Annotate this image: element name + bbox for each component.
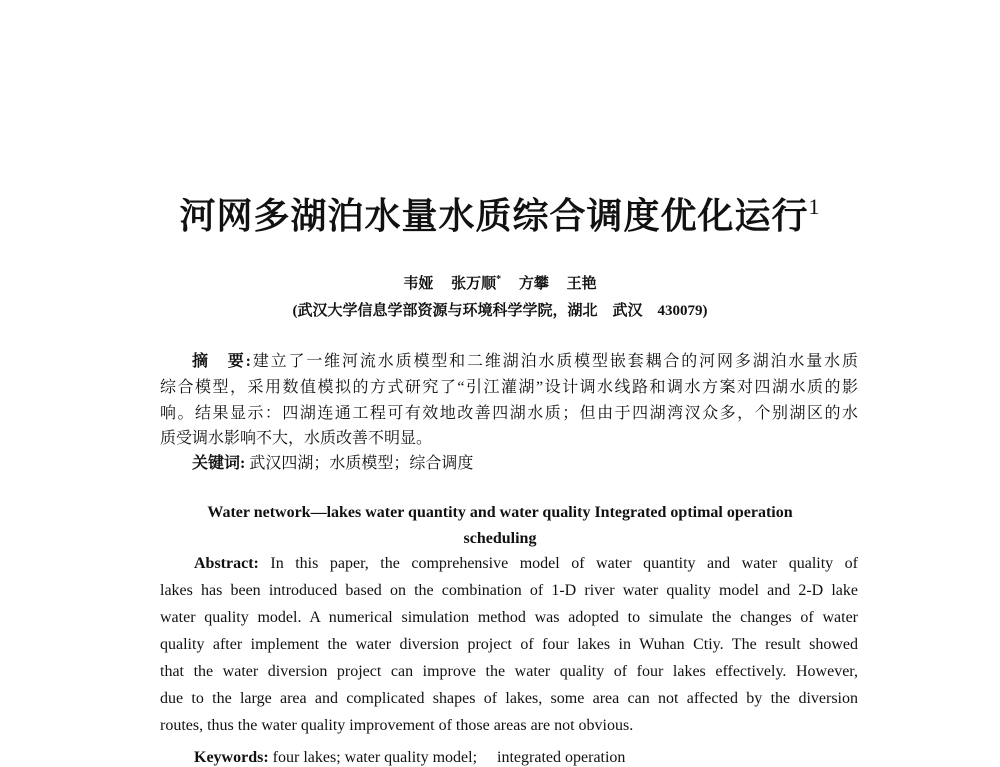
- english-title-line: scheduling: [463, 530, 537, 547]
- title-text: 河网多湖泊水量水质综合调度优化运行: [179, 196, 809, 236]
- author: 方攀: [518, 276, 549, 292]
- author: 韦娅: [403, 276, 434, 292]
- english-title-line: Water network—lakes water quantity and water quality Integrated optimal operation: [207, 504, 793, 521]
- en-abstract-line: lakes has been introduced based on the combination of 1-D river water quality model and 2-D lake: [160, 582, 858, 599]
- en-keywords-label: Keywords:: [194, 749, 269, 766]
- affiliation: (武汉大学信息学部资源与环境科学学院，湖北 武汉 430079): [292, 303, 708, 319]
- cn-abstract-line: 响。结果显示：四湖连通工程可有效地改善四湖水质；但由于四湖湾汊众多，个别湖区的水: [160, 405, 858, 422]
- author: 王艳: [566, 276, 597, 292]
- cn-keywords-text: 武汉四湖；水质模型；综合调度: [249, 455, 474, 472]
- en-abstract-line: water quality model. A numerical simulation method was adopted to simulate the changes of water: [160, 609, 858, 626]
- en-abstract-line: that the water diversion project can improve the water quality of four lakes effectively. However,: [160, 663, 858, 680]
- corresponding-mark: *: [496, 274, 502, 285]
- authors: [0, 272, 1000, 293]
- title-footnote-mark: 1: [808, 194, 821, 219]
- cn-keywords-label: 关键词:: [192, 455, 246, 472]
- author: 张万顺*: [451, 274, 502, 292]
- en-abstract-line: routes, thus the water quality improvement of those areas are not obvious.: [160, 717, 634, 734]
- en-keywords-text: four lakes; water quality model; integrated operation: [272, 749, 626, 766]
- en-abstract-line: due to the large area and complicated shapes of lakes, some area can not affected by the diversion: [160, 690, 858, 707]
- en-abstract-line: Abstract: In this paper, the comprehensive model of water quantity and water quality of: [194, 555, 858, 572]
- en-abstract-line: quality after implement the water diversion project of four lakes in Wuhan Ctiy. The result showed: [160, 636, 858, 653]
- en-abstract-label: Abstract:: [194, 555, 259, 572]
- paper-title: [0, 188, 1000, 239]
- cn-abstract-line: 综合模型，采用数值模拟的方式研究了“引江灌湖”设计调水线路和调水方案对四湖水质的影: [160, 379, 858, 396]
- cn-abstract-label: 摘 要:: [192, 353, 251, 370]
- cn-abstract-line: 质受调水影响不大，水质改善不明显。: [160, 430, 433, 447]
- cn-abstract-line: 摘 要:建立了一维河流水质模型和二维湖泊水质模型嵌套耦合的河网多湖泊水量水质: [192, 353, 858, 370]
- cn-keywords: [192, 450, 858, 473]
- en-keywords: [194, 744, 858, 767]
